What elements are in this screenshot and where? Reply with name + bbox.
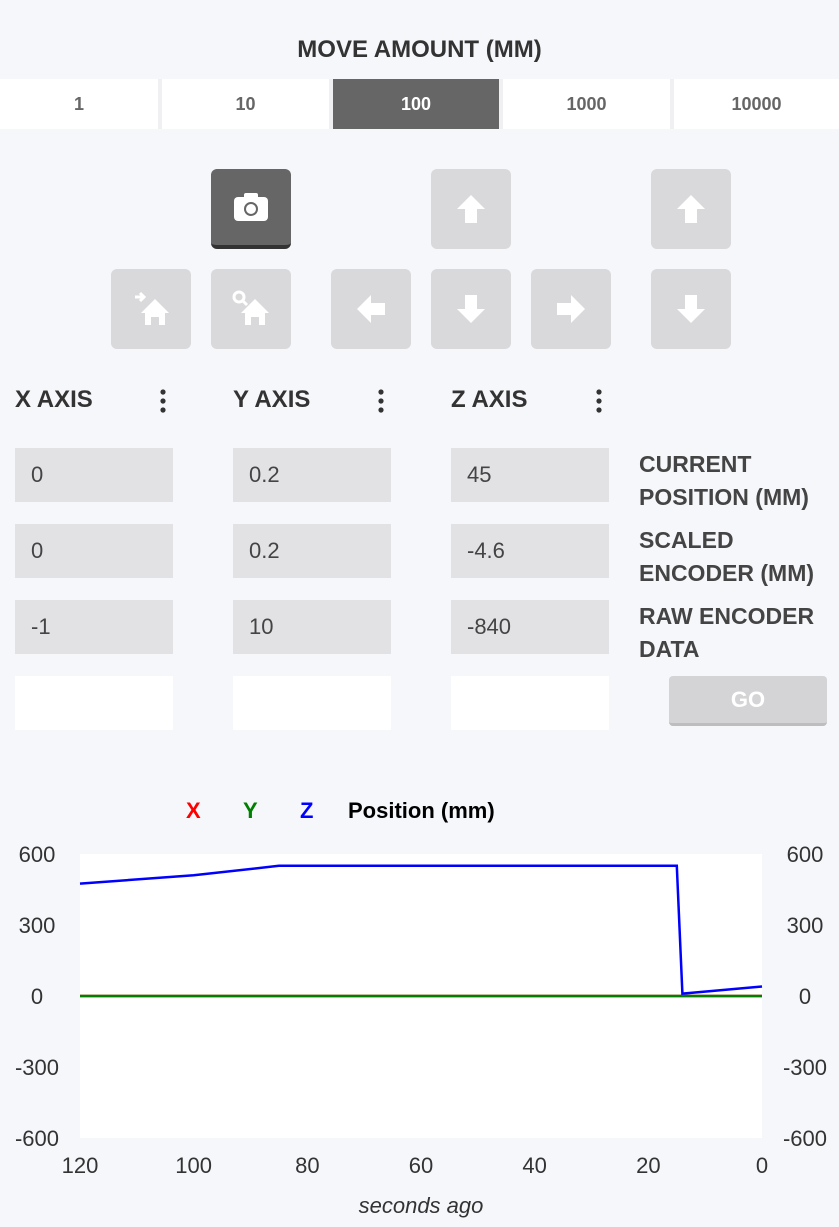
jog-x-minus-button[interactable] xyxy=(331,269,411,349)
y-tick-right: 0 xyxy=(798,984,812,1009)
arrow-down-icon xyxy=(451,289,491,329)
x-scaled-encoder: 0 xyxy=(15,524,173,578)
y-raw-encoder: 10 xyxy=(233,600,391,654)
x-target-input[interactable] xyxy=(15,676,173,730)
arrow-left-icon xyxy=(351,289,391,329)
y-tick-right: -300 xyxy=(782,1055,828,1080)
y-tick-left: 300 xyxy=(18,913,56,938)
x-axis-label: seconds ago xyxy=(358,1193,484,1218)
move-amount-title: MOVE AMOUNT (MM) xyxy=(297,36,542,63)
y-target-input[interactable] xyxy=(233,676,391,730)
camera-icon xyxy=(231,187,271,227)
jog-x-plus-button[interactable] xyxy=(531,269,611,349)
current-position-label: CURRENT POSITION (MM) xyxy=(639,451,809,510)
legend-z: Z xyxy=(300,798,314,823)
x-tick: 40 xyxy=(522,1153,547,1178)
x-axis-header: X AXIS xyxy=(15,386,93,413)
x-tick: 80 xyxy=(295,1153,320,1178)
z-axis-header: Z AXIS xyxy=(451,386,528,413)
find-home-button[interactable] xyxy=(211,269,291,349)
x-tick: 100 xyxy=(175,1153,213,1178)
x-raw-encoder: -1 xyxy=(15,600,173,654)
y-scaled-encoder: 0.2 xyxy=(233,524,391,578)
z-axis-menu-icon[interactable] xyxy=(594,388,604,414)
move-amount-option-1000[interactable]: 1000 xyxy=(503,79,670,129)
scaled-encoder-label: SCALED ENCODER (MM) xyxy=(639,527,815,586)
arrow-up-icon xyxy=(451,189,491,229)
set-home-button[interactable] xyxy=(111,269,191,349)
x-tick: 120 xyxy=(61,1153,99,1178)
y-current-position: 0.2 xyxy=(233,448,391,502)
legend-y: Y xyxy=(243,798,258,823)
y-tick-right: 300 xyxy=(786,913,824,938)
x-tick: 60 xyxy=(408,1153,434,1178)
z-raw-encoder: -840 xyxy=(451,600,609,654)
move-amount-option-10000[interactable]: 10000 xyxy=(674,79,839,129)
move-amount-option-1[interactable]: 1 xyxy=(0,79,158,129)
home-search-icon xyxy=(231,289,271,329)
go-button[interactable]: GO xyxy=(669,676,827,726)
z-current-position: 45 xyxy=(451,448,609,502)
y-tick-left: -300 xyxy=(14,1055,60,1080)
z-arrow-down-icon xyxy=(671,289,711,329)
x-tick: 20 xyxy=(636,1153,661,1178)
z-scaled-encoder: -4.6 xyxy=(451,524,609,578)
capture-button[interactable] xyxy=(211,169,291,249)
move-amount-selector xyxy=(0,79,839,129)
arrow-right-icon xyxy=(551,289,591,329)
y-tick-left: 0 xyxy=(30,984,44,1009)
chart-title: Position (mm) xyxy=(348,798,495,823)
jog-y-minus-button[interactable] xyxy=(431,269,511,349)
y-tick-right: 600 xyxy=(786,842,824,867)
move-amount-option-100[interactable]: 100 xyxy=(333,79,499,129)
position-chart xyxy=(0,840,839,1227)
y-tick-left: -600 xyxy=(14,1126,60,1151)
jog-z-minus-button[interactable] xyxy=(651,269,731,349)
x-tick: 0 xyxy=(755,1153,769,1178)
y-tick-left: 600 xyxy=(18,842,56,867)
legend-x: X xyxy=(186,798,201,823)
y-tick-right: -600 xyxy=(782,1126,828,1151)
x-axis-menu-icon[interactable] xyxy=(158,388,168,414)
z-arrow-up-icon xyxy=(671,189,711,229)
home-set-icon xyxy=(131,289,171,329)
z-target-input[interactable] xyxy=(451,676,609,730)
jog-z-plus-button[interactable] xyxy=(651,169,731,249)
y-axis-menu-icon[interactable] xyxy=(376,388,386,414)
x-current-position: 0 xyxy=(15,448,173,502)
y-axis-header: Y AXIS xyxy=(233,386,311,413)
raw-encoder-label: RAW ENCODER DATA xyxy=(639,603,815,662)
jog-y-plus-button[interactable] xyxy=(431,169,511,249)
move-amount-option-10[interactable]: 10 xyxy=(162,79,329,129)
